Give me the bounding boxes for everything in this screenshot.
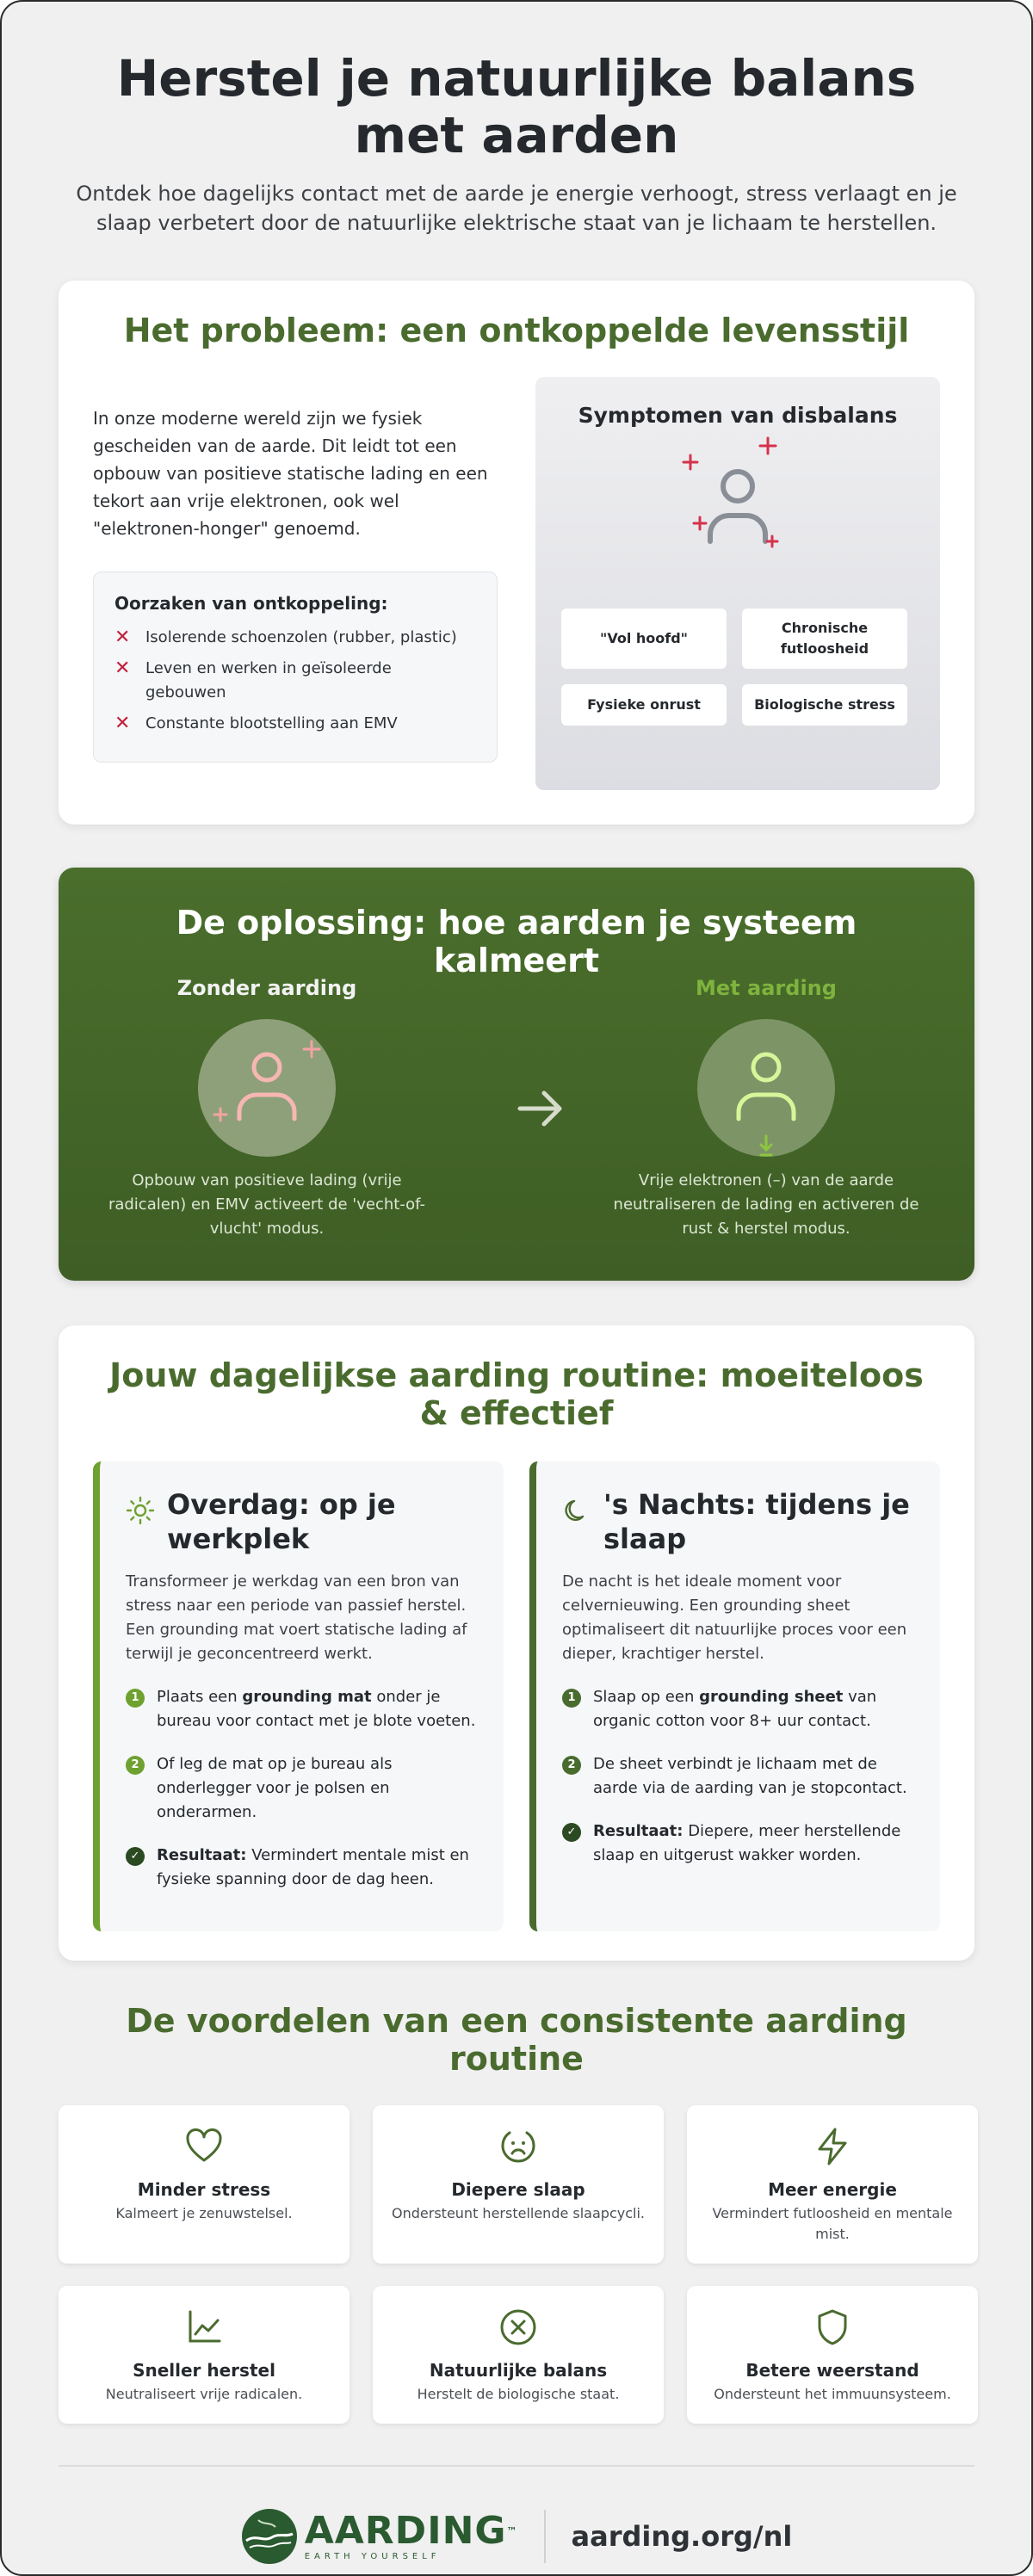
symptom-chip: Biologische stress (742, 684, 907, 726)
cause-item (114, 626, 476, 650)
solution-section (59, 868, 974, 1281)
cause-label: Constante blootstelling aan EMV (145, 714, 398, 732)
benefit-card (373, 2105, 664, 2264)
benefit-title: Betere weerstand (745, 2360, 919, 2381)
benefit-card (59, 2286, 349, 2424)
routine-title: Jouw dagelijkse aarding routine: moeiteloos & effectief (109, 1356, 924, 1432)
person-stress-icon (652, 436, 824, 583)
night-result (562, 1819, 914, 1868)
step-number: 1 (126, 1689, 145, 1708)
benefit-title: Natuurlijke balans (429, 2360, 608, 2381)
night-routine-card (529, 1461, 940, 1931)
night-header (562, 1487, 914, 1556)
benefit-title: Diepere slaap (451, 2179, 585, 2200)
footer (59, 2508, 974, 2565)
step-text: Plaats een grounding mat onder je bureau voor contact met je blote voeten. (157, 1688, 476, 1730)
causes-title: Oorzaken van ontkoppeling: (114, 593, 388, 614)
benefit-text: Neutraliseert vrije radicalen. (105, 2386, 303, 2402)
result-text: Resultaat: Diepere, meer herstellende slaap en uitgerust wakker worden. (593, 1822, 901, 1864)
cross-icon: ✕ (114, 627, 131, 648)
benefit-card (59, 2105, 349, 2264)
night-title: 's Nachts: tijdens je slaap (603, 1488, 910, 1555)
benefit-text: Ondersteunt herstellende slaapcycli. (392, 2205, 645, 2221)
shield-icon (812, 2307, 853, 2348)
benefit-text: Kalmeert je zenuwstelsel. (115, 2205, 293, 2221)
benefits-title: De voordelen van een consistente aarding routine (126, 2002, 907, 2078)
benefits-grid (59, 2105, 974, 2424)
cause-label: Leven en werken in geïsoleerde gebouwen (145, 659, 392, 701)
problem-title: Het probleem: een ontkoppelde levensstijl (123, 312, 910, 349)
day-description: Transformeer je werkdag van een bron van stress naar een periode van passief herstel. Een grounding mat voert statische lading af terwijl je geconcentreerd werkt. (126, 1572, 467, 1663)
night-step (562, 1752, 914, 1801)
night-step (562, 1685, 914, 1733)
step-text: De sheet verbindt je lichaam met de aarde via de aarding van je stopcontact. (593, 1755, 907, 1797)
benefit-title: Sneller herstel (133, 2360, 275, 2381)
check-icon: ✓ (126, 1847, 145, 1866)
routine-section (59, 1325, 974, 1961)
heart-icon (183, 2126, 225, 2167)
step-number: 1 (562, 1689, 581, 1708)
arrow-right-icon (515, 1083, 566, 1134)
page-title: Herstel je natuurlijke balans met aarden (116, 49, 917, 164)
problem-section (59, 281, 974, 825)
benefit-text: Ondersteunt het immuunsysteem. (714, 2386, 951, 2402)
person-charged-icon (198, 1019, 336, 1157)
cross-icon: ✕ (114, 658, 131, 679)
symptoms-title: Symptomen van disbalans (578, 403, 898, 428)
day-header (126, 1487, 478, 1556)
symptom-chip: Chronische futloosheid (742, 608, 907, 669)
day-title: Overdag: op je werkplek (167, 1488, 396, 1555)
logo-tagline: EARTH YOURSELF (304, 2551, 441, 2561)
routine-columns (93, 1461, 940, 1931)
day-routine-card (93, 1461, 504, 1931)
day-step (126, 1752, 478, 1825)
step-number: 2 (562, 1756, 581, 1775)
page-subtitle: Ontdek hoe dagelijks contact met de aarde je energie verhoogt, stress verlaagt en je slaap verbetert door de natuurlijke elektrische staat van je lichaam te herstellen. (76, 182, 957, 235)
benefit-text: Herstelt de biologische staat. (417, 2386, 620, 2402)
problem-text: In onze moderne wereld zijn we fysiek gescheiden van de aarde. Dit leidt tot een opbouw van positieve statische lading en een tekort aan vrije elektronen, ook wel "elektronen-honger" genoemd. (93, 408, 488, 539)
day-result (126, 1844, 478, 1892)
problem-body (93, 379, 498, 763)
step-text: Slaap op een grounding sheet van organic cotton voor 8+ uur contact. (593, 1688, 877, 1730)
without-title: Zonder aarding (176, 976, 357, 1000)
day-step (126, 1685, 478, 1733)
with-grounding (603, 976, 930, 1241)
footer-divider (59, 2465, 974, 2467)
with-text: Vrije elektronen (–) van de aarde neutraliseren de lading en activeren de rust & herstel modus. (613, 1171, 919, 1238)
solution-title: De oplossing: hoe aarden je systeem kalmeert (176, 904, 857, 979)
benefit-card (687, 2286, 978, 2424)
without-text: Opbouw van positieve lading (vrije radicalen) en EMV activeert de 'vecht-of-vlucht' modus. (108, 1171, 426, 1238)
chart-icon (183, 2307, 225, 2348)
benefit-text: Vermindert futloosheid en mentale mist. (712, 2205, 953, 2242)
earth-logo-icon (241, 2508, 298, 2565)
benefit-card (687, 2105, 978, 2264)
without-grounding (103, 976, 430, 1241)
sun-icon (126, 1487, 167, 1529)
website-link[interactable]: aarding.org/nl (571, 2520, 793, 2553)
benefit-title: Meer energie (768, 2179, 897, 2200)
with-title: Met aarding (696, 976, 837, 1000)
sleep-icon (498, 2126, 539, 2167)
symptom-chip: Fysieke onrust (561, 684, 727, 726)
logo-wordmark: AARDING™ (304, 2508, 518, 2553)
person-grounded-icon (697, 1019, 835, 1157)
step-number: 2 (126, 1756, 145, 1775)
night-description: De nacht is het ideale moment voor celvernieuwing. Een grounding sheet optimaliseert dit natuurlijke proces voor een dieper, krachtiger herstel. (562, 1572, 907, 1663)
causes-box (93, 571, 498, 763)
check-icon: ✓ (562, 1823, 581, 1842)
footer-separator (544, 2510, 546, 2563)
symptom-chip: "Vol hoofd" (561, 608, 727, 669)
x-circle-icon (498, 2307, 539, 2348)
step-text: Of leg de mat op je bureau als onderlegger voor je polsen en onderarmen. (157, 1755, 393, 1821)
symptoms-panel (535, 377, 940, 790)
cause-item (114, 712, 476, 736)
cause-item (114, 657, 476, 705)
aarding-logo (241, 2508, 518, 2565)
moon-icon (562, 1487, 603, 1529)
cause-label: Isolerende schoenzolen (rubber, plastic) (145, 628, 457, 646)
cross-icon: ✕ (114, 713, 131, 734)
symptom-grid (561, 608, 914, 726)
result-text: Resultaat: Vermindert mentale mist en fysieke spanning door de dag heen. (157, 1846, 469, 1888)
benefit-title: Minder stress (137, 2179, 271, 2200)
benefit-card (373, 2286, 664, 2424)
lightning-icon (812, 2126, 853, 2167)
